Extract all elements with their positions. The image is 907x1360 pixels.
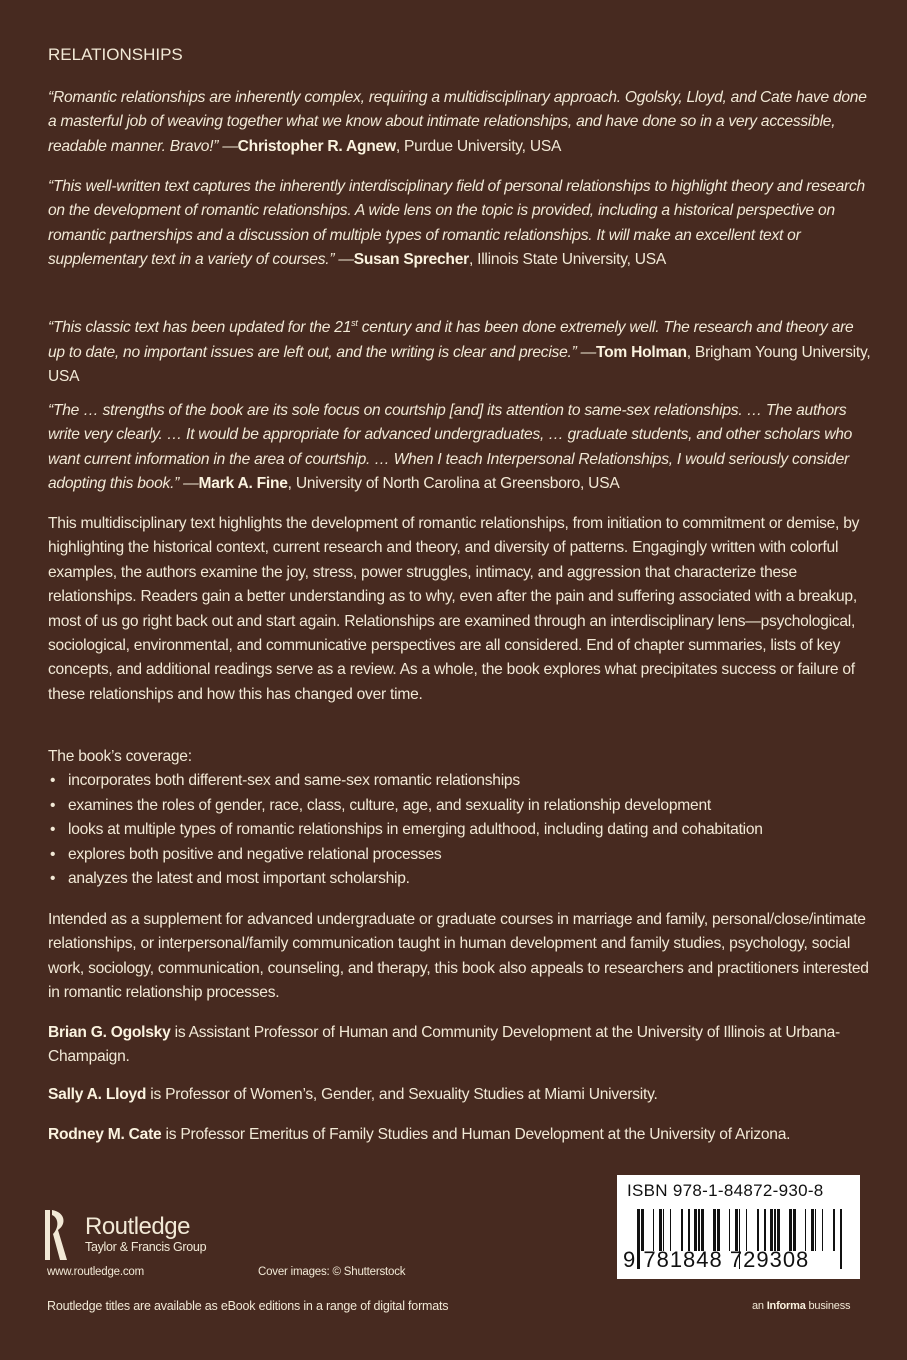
isbn-label: ISBN 978-1-84872-930-8 [627,1181,824,1200]
quote-affiliation: , Brigham Young University, USA [48,343,871,385]
quote-affiliation: , Illinois State University, USA [468,251,667,269]
quote-affiliation: , University of North Carolina at Greensboro, USA [287,475,620,493]
publisher-website[interactable]: www.routledge.com [47,1266,144,1278]
isbn-barcode [617,1175,860,1279]
coverage-list [48,769,872,891]
ebook-note: Routledge titles are available as eBook editions in a range of digital formats [47,1299,449,1313]
barcode-bar [735,1209,738,1251]
list-item: • analyzes the latest and most important scholarship. [48,867,872,891]
author-name: Brian G. Ogolsky [48,1024,171,1041]
barcode-bar [670,1209,671,1251]
barcode-bar [694,1209,697,1251]
list-item: • incorporates both different-sex and same-sex romantic relationships [48,769,872,793]
superscript: st [351,318,358,328]
routledge-r-icon [45,1210,67,1258]
quote-author: Susan Sprecher [353,251,469,269]
informa-suffix: business [805,1300,851,1312]
cover-credit: Cover images: © Shutterstock [258,1266,406,1278]
endorsement-quote [48,399,872,497]
barcode-bar [701,1209,704,1251]
barcode-bar [746,1209,747,1251]
publisher-group: Taylor & Francis Group [85,1240,207,1254]
publisher-name: Routledge [85,1213,190,1240]
quote-text: “The … strengths of the book are its sole focus on courtship [and] its attention to same-sex relationships. … The authors write very clearly. … It would be appropriate for advanced undergraduates, … graduate students, and other scholars who want current information in the area of courtship. … When I teach Interpersonal Relationships, I would seriously consider adopting this book.” — [48,402,853,493]
endorsement-quote [48,311,872,389]
list-item: • examines the roles of gender, race, class, culture, age, and sexuality in relationship development [48,794,872,818]
publisher-logo [45,1210,206,1258]
coverage-intro: The book’s coverage: [48,748,192,765]
barcode-bar [717,1209,720,1251]
barcode-bar [641,1209,644,1251]
barcode-bar [805,1209,806,1251]
author-bio [48,1123,872,1147]
endorsement-quote [48,175,872,273]
barcode-bar [770,1209,773,1251]
barcode-bar [757,1209,759,1251]
coverage-section [48,745,872,891]
informa-name: Informa [766,1300,806,1312]
barcode-bar [774,1209,776,1251]
quote-text: “This well-written text captures the inherently interdisciplinary field of personal relationships to highlight theory and research on the development of romantic relationships. A wide lens on the topic is provided, including a historical perspective on romantic partnerships and a discussion of multiple types of romantic relationships. It will make an excellent text or supplementary text in a variety of courses.” — [48,178,865,269]
barcode-bar [833,1209,835,1251]
barcode-bar [659,1209,662,1251]
barcode-bar [815,1209,816,1251]
quote-author: Mark A. Fine [198,475,288,493]
author-bio-text: is Assistant Professor of Human and Community Development at the University of Illinois at Urbana-Champaign. [48,1024,840,1066]
barcode-bar [653,1209,654,1251]
quote-text: century and it has been done extremely well. The research and theory are up to date, no important issues are left out, and the writing is clear and precise.” — [48,319,854,361]
quote-affiliation: , Purdue University, USA [395,137,562,155]
book-description: This multidisciplinary text highlights the development of romantic relationships, from initiation to commitment or demise, by highlighting the historical context, current research and theory, and diversity of patterns. Engagingly written with colorful examples, the authors examine the joy, stress, power struggles, intimacy, and aggression that characterize these relationships. Readers gain a better understanding as to why, even after the pain and suffering associated with a breakup, most of us go right back out and start again. Relationships are examined through an interdisciplinary lens—psychological, sociological, environmental, and communicative perspectives are all considered. End of chapter summaries, lists of key concepts, and additional readings serve as a review. As a whole, the book explores what precipitates success or failure of these relationships and how this has changed over time. [48,515,860,703]
barcode-bar [777,1209,780,1251]
informa-prefix: an [752,1300,767,1312]
barcode-bar [729,1209,730,1251]
author-bio-text: is Professor Emeritus of Family Studies and Human Development at the University of Arizona. [161,1126,791,1143]
author-name: Sally A. Lloyd [48,1086,147,1103]
barcode-bar [793,1209,796,1251]
barcode-bar [811,1209,814,1251]
author-name: Rodney M. Cate [48,1126,162,1143]
barcode-bar [681,1209,683,1251]
audience-paragraph: Intended as a supplement for advanced undergraduate or graduate courses in marriage and family, personal/close/intimate relationships, or interpersonal/family communication taught in human development and family studies, psychology, social work, sociology, communication, counseling, and therapy, this book also appeals to researchers and practitioners interested in romantic relationship processes. [48,911,869,1002]
barcode-bar [764,1209,766,1251]
author-bio-text: is Professor of Women’s, Gender, and Sexuality Studies at Miami University. [146,1086,658,1103]
quote-author: Christopher R. Agnew [237,137,396,155]
barcode-bar [789,1209,792,1251]
barcode-bar [713,1209,716,1251]
quote-text: “This classic text has been updated for the 21 [48,319,352,337]
informa-note [752,1300,850,1312]
barcode-bar [840,1209,842,1269]
endorsement-quote [48,86,872,159]
quote-text: “Romantic relationships are inherently complex, requiring a multidisciplinary approach. Ogolsky, Lloyd, and Cate have done a masterful job of weaving together what we know about intimate relationships, and have done so in a very accessible, readable manner. Bravo!” — [48,89,867,155]
barcode-bar [698,1209,700,1251]
isbn-number: 9 781848 729308 [623,1247,810,1272]
barcode-bar [822,1209,823,1251]
barcode-bar [663,1209,664,1251]
series-heading: RELATIONSHIPS [48,45,183,64]
list-item: • explores both positive and negative relational processes [48,843,872,867]
list-item: • looks at multiple types of romantic relationships in emerging adulthood, including dating and cohabitation [48,818,872,842]
author-bio [48,1083,872,1107]
author-bio [48,1021,872,1070]
barcode-bar [688,1209,690,1251]
quote-author: Tom Holman [595,343,687,361]
